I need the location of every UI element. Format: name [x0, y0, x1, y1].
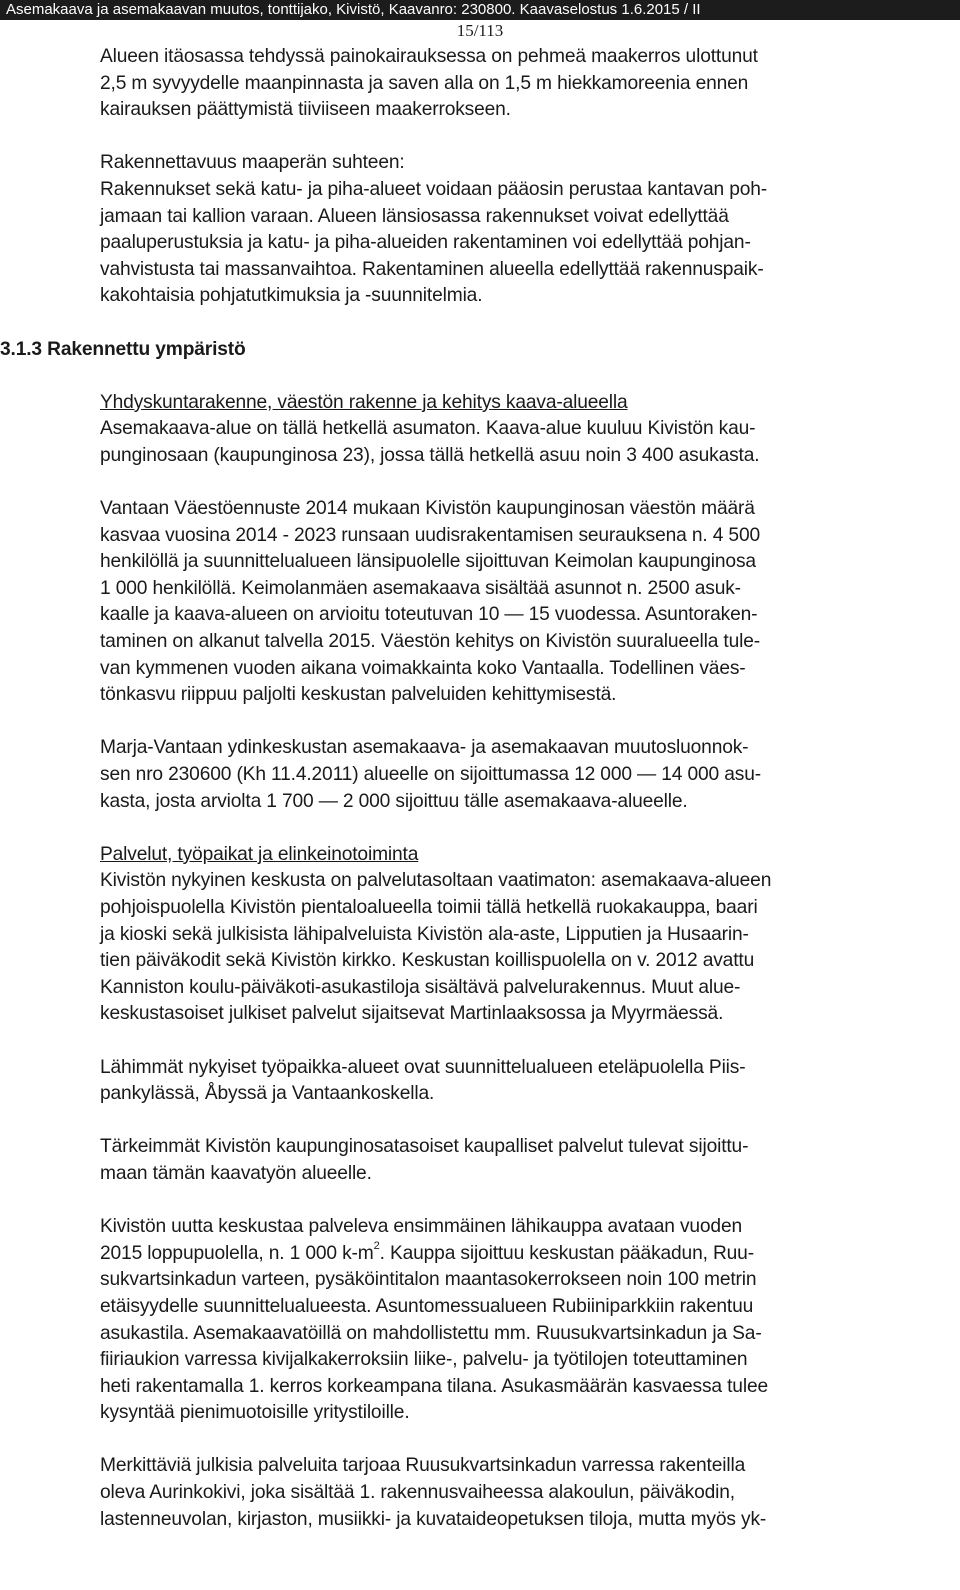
subheading-services	[100, 842, 948, 869]
text-line: lastenneuvolan, kirjaston, musiikki- ja kuvataideopetuksen tiloja, mutta myös yk-	[100, 1508, 767, 1530]
paragraph-local-shop	[100, 1214, 948, 1427]
paragraph-marja-vantaa	[100, 735, 948, 815]
paragraph-forecast	[100, 496, 948, 709]
text-line: Lähimmät nykyiset työpaikka-alueet ovat suunnittelualueen eteläpuolella Piis-	[100, 1056, 746, 1078]
text-line: tien päiväkodit sekä Kivistön kirkko. Keskustan koillispuolella on v. 2012 avattu	[100, 950, 755, 972]
document-body	[0, 44, 948, 1560]
paragraph-current-services	[100, 868, 948, 1028]
text-line: Marja-Vantaan ydinkeskustan asemakaava- ja asemakaavan muutosluonnok-	[100, 737, 749, 759]
text-line: henkilöllä ja suunnittelualueen länsipuolelle sijoittuvan Keimolan kaupunginosa	[100, 551, 756, 573]
text-line: vahvistusta tai massanvaihtoa. Rakentaminen alueella edellyttää rakennuspaik-	[100, 258, 764, 280]
text-line: 1 000 henkilöllä. Keimolanmäen asemakaava sisältää asunnot n. 2500 asuk-	[100, 577, 741, 599]
text-line: Rakennettavuus maaperän suhteen:	[100, 152, 405, 174]
text-line	[100, 1241, 948, 1268]
page-number: 15/113	[456, 21, 504, 40]
section-heading: 3.1.3 Rakennettu ympäristö	[0, 338, 246, 360]
paragraph-buildability	[100, 150, 948, 310]
text-line: heti rakentamalla 1. kerros korkeampana tilana. Asukasmäärän kasvaessa tulee	[100, 1375, 768, 1397]
paragraph-public-services	[100, 1453, 948, 1533]
text-line: pankylässä, Åbyssä ja Vantaankoskella.	[100, 1083, 435, 1105]
text-line: kysyntää pienimuotoisille yritystiloille.	[100, 1402, 410, 1424]
text-line: maan tämän kaavatyön alueelle.	[100, 1162, 372, 1184]
subheading-community	[100, 390, 948, 417]
text-line: kasta, josta arviolta 1 700 — 2 000 sijoittuu tälle asemakaava-alueelle.	[100, 790, 688, 812]
text-line: Merkittäviä julkisia palveluita tarjoaa Ruusukvartsinkadun varressa rakenteilla	[100, 1455, 746, 1477]
paragraph-soil	[100, 44, 948, 124]
text-line: jamaan tai kallion varaan. Alueen länsiosassa rakennukset voivat edellyttää	[100, 205, 729, 227]
text-line: fiiriaukion varressa kivijalkakerroksiin liike-, palvelu- ja työtilojen toteuttaminen	[100, 1349, 748, 1371]
text-line: Alueen itäosassa tehdyssä painokairauksessa on pehmeä maakerros ulottunut	[100, 46, 758, 67]
text-line: oleva Aurinkokivi, joka sisältää 1. rakennusvaiheessa alakoulun, päiväkodin,	[100, 1482, 735, 1504]
header-title: Asemakaava ja asemakaavan muutos, tonttijako, Kivistö, Kaavanro: 230800. Kaavaselostus 1.6.2015 / II	[6, 1, 701, 18]
superscript: 2	[373, 1240, 380, 1253]
paragraph-commercial	[100, 1134, 948, 1187]
text-line: van kymmenen vuoden aikana voimakkainta koko Vantaalla. Todellinen väes-	[100, 657, 746, 679]
text-line: Kanniston koulu-päiväkoti-asukastiloja sisältävä palvelurakennus. Muut alue-	[100, 976, 741, 998]
text-line: sen nro 230600 (Kh 11.4.2011) alueelle on sijoittumassa 12 000 — 14 000 asu-	[100, 764, 761, 786]
text-line: asukastila. Asemakaavatöillä on mahdollistettu mm. Ruusukvartsinkadun ja Sa-	[100, 1322, 762, 1344]
text-line: etäisyydelle suunnittelualueesta. Asuntomessualueen Rubiiniparkkiin rakentuu	[100, 1295, 754, 1317]
text-line: Vantaan Väestöennuste 2014 mukaan Kivistön kaupunginosan väestön määrä	[100, 498, 755, 520]
text-line: kakohtaisia pohjatutkimuksia ja -suunnitelmia.	[100, 285, 483, 307]
text-line: kairauksen päättymistä tiiviiseen maakerrokseen.	[100, 99, 511, 121]
text-line: pohjoispuolella Kivistön pientaloalueella toimii tällä hetkellä ruokakauppa, baari	[100, 897, 758, 918]
subheading-text: Yhdyskuntarakenne, väestön rakenne ja kehitys kaava-alueella	[100, 391, 628, 413]
text-line: taminen on alkanut talvella 2015. Väestön kehitys on Kivistön suuralueella tule-	[100, 631, 760, 653]
text-line: paaluperustuksia ja katu- ja piha-alueiden rakentaminen voi edellyttää pohjan-	[100, 232, 751, 254]
text-line: Rakennukset sekä katu- ja piha-alueet voidaan pääosin perustaa kantavan poh-	[100, 178, 768, 200]
text-line: punginosaan (kaupunginosa 23), jossa tällä hetkellä asuu noin 3 400 asukasta.	[100, 444, 760, 466]
text-line: Tärkeimmät Kivistön kaupunginosatasoiset kaupalliset palvelut tulevat sijoittu-	[100, 1136, 749, 1158]
text-line: tönkasvu riippuu paljolti keskustan palveluiden kehittymisestä.	[100, 684, 617, 706]
text-line: Asemakaava-alue on tällä hetkellä asumaton. Kaava-alue kuuluu Kivistön kau-	[100, 418, 756, 440]
text-line: Kivistön nykyinen keskusta on palvelutasoltaan vaatimaton: asemakaava-alueen	[100, 870, 772, 892]
paragraph-population	[100, 416, 948, 469]
text-line: sukvartsinkadun varteen, pysäköintitalon maantasokerrokseen noin 100 metrin	[100, 1269, 757, 1291]
document-header	[0, 0, 960, 20]
text-fragment: . Kauppa sijoittuu keskustan pääkadun, Ruu-	[379, 1242, 754, 1264]
text-fragment: 2015 loppupuolella, n. 1 000 k-m	[100, 1242, 374, 1264]
text-line: kasvaa vuosina 2014 - 2023 runsaan uudisrakentamisen seurauksena n. 4 500	[100, 524, 760, 546]
text-line: ja kioski sekä julkisista lähipalveluista Kivistön ala-aste, Lipputien ja Husaarin-	[100, 923, 749, 945]
text-line: keskustasoiset julkiset palvelut sijaitsevat Martinlaaksossa ja Myyrmäessä.	[100, 1003, 724, 1025]
subheading-text: Palvelut, työpaikat ja elinkeinotoiminta	[100, 843, 419, 865]
text-line: Kivistön uutta keskustaa palveleva ensimmäinen lähikauppa avataan vuoden	[100, 1216, 742, 1238]
text-line: 2,5 m syvyydelle maanpinnasta ja saven alla on 1,5 m hiekkamoreenia ennen	[100, 72, 749, 94]
text-line: kaalle ja kaava-alueen on arvioitu toteutuvan 10 — 15 vuodessa. Asuntoraken-	[100, 604, 758, 626]
paragraph-workplaces	[100, 1055, 948, 1108]
